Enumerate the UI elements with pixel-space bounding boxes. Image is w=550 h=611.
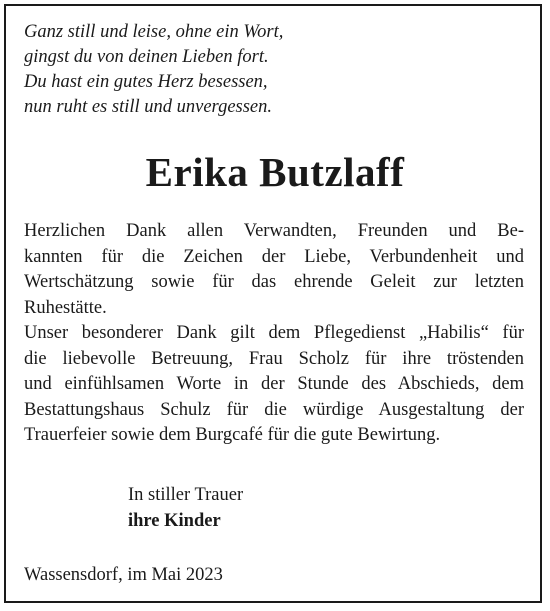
poem-line: gingst du von deinen Lieben fort. [24, 47, 269, 67]
thanks-paragraph-2 [24, 321, 524, 449]
text-line: kannten für die Zeichen der Liebe, Verbundenheit und [24, 246, 524, 267]
text-line: Unser besonderer Dank gilt dem Pflegedienst „Habilis“ für [24, 323, 524, 343]
place-date: Wassensdorf, im Mai 2023 [24, 565, 223, 585]
poem-line: Du hast ein gutes Herz besessen, [24, 72, 268, 92]
text-line: Ruhestätte. [24, 297, 107, 318]
text-line: Trauerfeier sowie dem Burgcafé für die gute Bewirtung. [24, 425, 441, 445]
closing-line: In stiller Trauer [128, 485, 244, 505]
text-line: die liebevolle Betreuung, Frau Scholz für ihre tröstenden [24, 348, 524, 369]
poem-line: Ganz still und leise, ohne ein Wort, [24, 22, 284, 42]
signatory: ihre Kinder [128, 511, 221, 531]
text-line: Herzlichen Dank allen Verwandten, Freunden und Be- [24, 221, 524, 241]
text-line: Bestattungshaus Schulz für die würdige Ausgestaltung der [24, 399, 524, 420]
thanks-paragraph-1 [24, 219, 524, 321]
memorial-poem [24, 20, 283, 120]
poem-line: nun ruht es still und unvergessen. [24, 97, 273, 117]
closing-signature [128, 482, 243, 534]
deceased-name: Erika Butzlaff [145, 149, 405, 195]
text-line: Wertschätzung sowie für das ehrende Geleit zur letzten [24, 272, 524, 292]
text-line: und einfühlsamen Worte in der Stunde des Abschieds, dem [24, 374, 524, 394]
